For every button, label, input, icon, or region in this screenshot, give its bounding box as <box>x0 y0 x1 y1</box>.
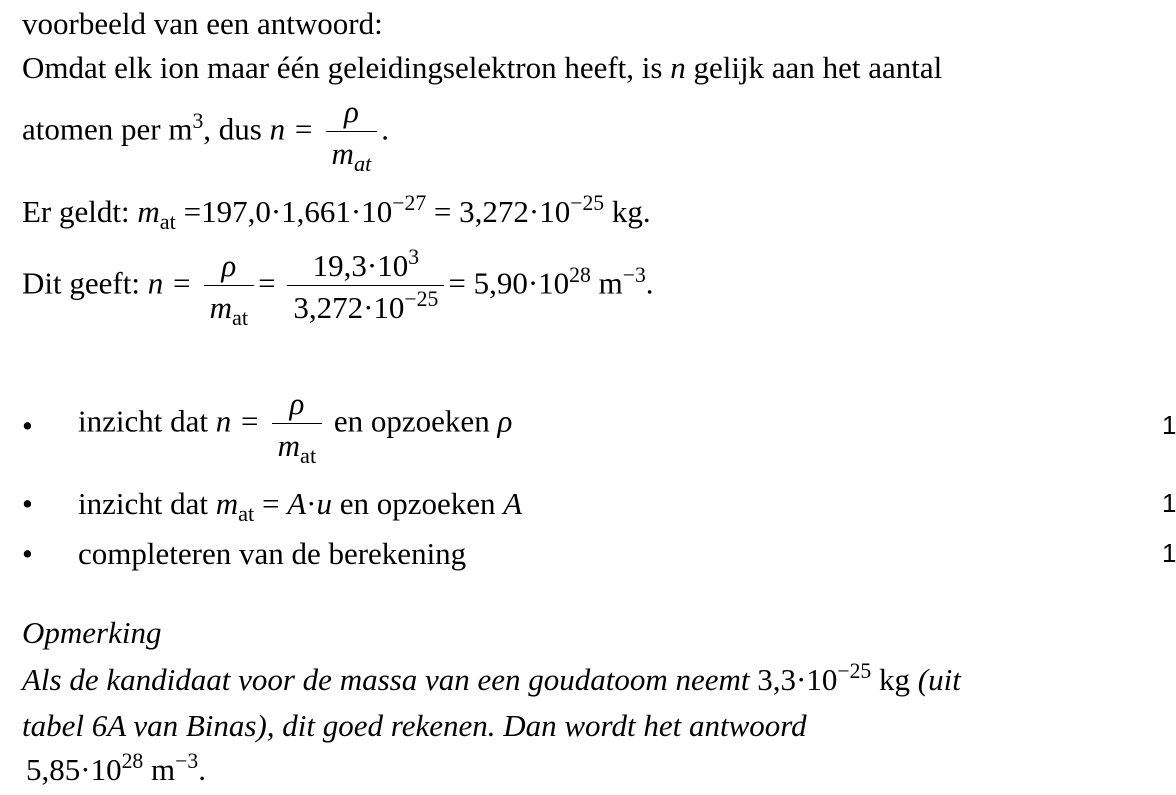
b1-frac-num: ρ <box>272 388 323 424</box>
paragraph-1 <box>22 52 942 83</box>
bullet-3-score: 1 <box>1162 538 1176 568</box>
p4-res: = 5,90·10 <box>448 265 570 301</box>
p4-f1-den-sub: at <box>232 305 249 331</box>
bullet-3-text: completeren van de berekening <box>78 536 467 571</box>
p2-fraction <box>326 94 378 177</box>
remark-l3-unit: m <box>151 752 176 787</box>
paragraph-3 <box>22 191 651 235</box>
p2-lhs: n = <box>269 111 314 147</box>
b2-text-b: en opzoeken <box>339 486 496 521</box>
remark-l3-uexp: −3 <box>175 749 199 774</box>
remark-l1-unit: kg <box>879 662 911 697</box>
b2-u: u <box>316 486 332 521</box>
b1-lhs: n = <box>215 403 260 439</box>
p2-den-m: m <box>331 136 354 171</box>
p3-expr1: =197,0·1,661·10 <box>183 194 393 229</box>
p4-f1-num: ρ <box>204 250 255 286</box>
b1-rho: ρ <box>497 403 513 439</box>
b1-text-a: inzicht dat <box>78 403 208 439</box>
p1-text-b: gelijk aan het aantal <box>693 50 943 85</box>
p2-exp: 3 <box>192 108 204 133</box>
p4-end: . <box>645 265 654 301</box>
paragraph-4 <box>22 245 654 331</box>
b2-eq: = <box>261 486 280 521</box>
b1-fraction <box>272 386 323 469</box>
b1-frac-den <box>272 424 323 469</box>
p3-exp2: −25 <box>570 191 605 216</box>
p3-unit: kg. <box>611 194 651 229</box>
p3-m: m <box>137 194 160 229</box>
remark-l3-exp: 28 <box>121 749 144 774</box>
b1-den-m: m <box>277 428 301 463</box>
b2-A2: A <box>503 486 523 521</box>
b1-text-b: en opzoeken <box>333 403 490 439</box>
p4-fraction-1 <box>204 248 255 331</box>
p4-f2-num-a: 19,3·10 <box>312 248 409 283</box>
p3-sub: at <box>159 209 176 235</box>
remark-l1-val: 3,3·10 <box>757 662 838 697</box>
b2-text-a: inzicht dat <box>78 486 208 521</box>
p4-text-a: Dit geeft: <box>22 265 140 301</box>
intro-text: voorbeeld van een antwoord: <box>22 6 383 41</box>
bullet-3-marker: • <box>22 536 33 571</box>
p3-exp1: −27 <box>392 191 427 216</box>
bullet-1-marker: • <box>22 408 33 443</box>
p4-f2-den <box>287 286 444 323</box>
b2-sub: at <box>238 501 255 527</box>
p2-end: . <box>381 111 390 147</box>
p2-den-sub: at <box>353 151 372 177</box>
remark-l1-text-a: Als de kandidaat voor de massa van een goudatoom neemt <box>22 662 750 697</box>
p1-text-a: Omdat elk ion maar één geleidingselektron heeft, is <box>22 50 663 85</box>
p4-f2-num <box>287 245 444 286</box>
remark-l3-val: 5,85·10 <box>26 752 122 787</box>
p2-frac-den <box>326 132 378 177</box>
p4-res-exp: 28 <box>569 262 591 287</box>
remark-line-1 <box>22 659 961 697</box>
p4-unit: m <box>598 265 623 301</box>
p3-text-a: Er geldt: <box>22 194 130 229</box>
p4-f2-num-exp: 3 <box>408 245 420 270</box>
b1-den-sub: at <box>300 443 317 469</box>
bullet-2-score: 1 <box>1162 488 1176 518</box>
remark-l1-exp: −25 <box>837 659 872 684</box>
bullet-2-marker: • <box>22 486 33 521</box>
paragraph-2 <box>22 94 390 177</box>
remark-l1-text-b: (uit <box>917 662 961 697</box>
p1-var-n: n <box>670 50 686 85</box>
p3-expr2: = 3,272·10 <box>433 194 571 229</box>
p4-f2-den-a: 3,272·10 <box>293 290 405 325</box>
remark-l3-end: . <box>198 752 206 787</box>
b2-m: m <box>215 486 239 521</box>
bullet-1-score: 1 <box>1162 410 1176 440</box>
remark-title: Opmerking <box>22 615 162 650</box>
bullet-1-text <box>78 386 513 469</box>
p2-text-a: atomen per m <box>22 111 193 147</box>
b2-A: A <box>287 486 307 521</box>
p4-f1-den-m: m <box>209 290 232 325</box>
p2-text-b: , dus <box>203 111 262 147</box>
remark-line-2: tabel 6A van Binas), dit goed rekenen. Dan wordt het antwoord <box>22 708 807 743</box>
b2-dot: · <box>306 486 317 521</box>
remark-line-3 <box>26 749 206 787</box>
p4-f2-den-exp: −25 <box>404 287 439 312</box>
p4-unit-exp: −3 <box>622 262 646 287</box>
p4-lhs: n = <box>147 265 192 301</box>
p4-eq: = <box>258 265 276 301</box>
p4-fraction-2 <box>287 245 444 325</box>
p4-f1-den <box>204 286 255 331</box>
p2-frac-num: ρ <box>326 96 378 132</box>
bullet-2-text <box>78 486 523 527</box>
